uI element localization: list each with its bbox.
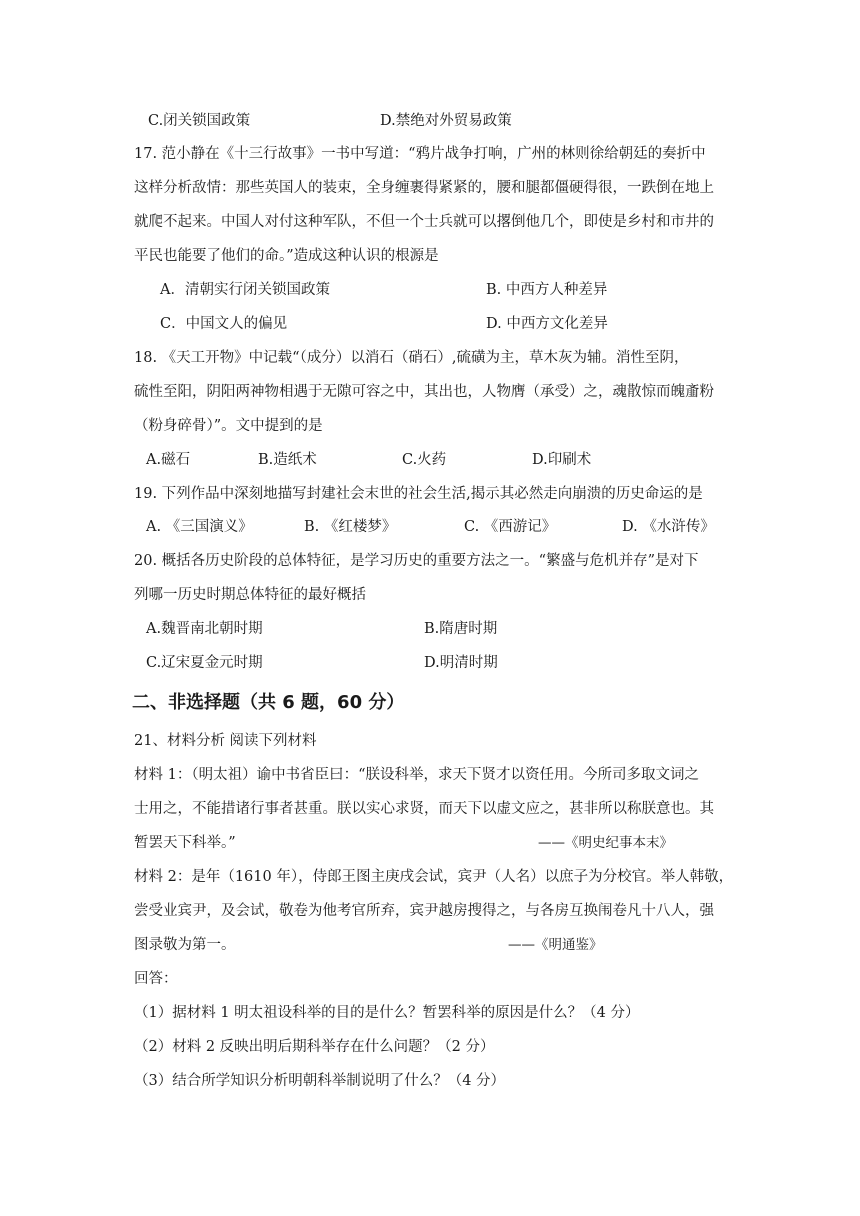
- q21-material-1-source: ——《明史纪事本末》: [538, 835, 673, 851]
- q20-line-2: 列哪一历史时期总体特征的最好概括: [134, 587, 366, 603]
- q17-line-2: 这样分析敌情：那些英国人的装束，全身缠裹得紧紧的，腰和腿都僵硬得很，一跌倒在地上: [134, 180, 714, 196]
- section-2-heading: 二、非选择题（共 6 题，60 分）: [132, 692, 405, 713]
- q19-option-a: A. 《三国演义》: [146, 519, 253, 535]
- q21-material-2-line-3: 图录敬为第一。: [134, 937, 236, 953]
- q16-option-c: C.闭关锁国政策: [148, 113, 251, 129]
- q21-question-3: （3）结合所学知识分析明朝科举制说明了什么？（4 分）: [134, 1073, 506, 1089]
- q17-option-c: C．中国文人的偏见: [160, 316, 288, 332]
- q16-option-d: D.禁绝对外贸易政策: [380, 113, 512, 129]
- q18-line-3: （粉身碎骨）”。文中提到的是: [134, 418, 323, 434]
- q18-line-1: 18. 《天工开物》中记载“（成分）以消石（硝石）,硫磺为主，草木灰为辅。消性至阴，: [134, 350, 689, 366]
- q21-material-2-line-1: 材料 2：是年（1610 年），侍郎王图主庚戌会试，宾尹（人名）以庶子为分校官。举人韩敬，: [134, 869, 734, 885]
- q18-option-d: D.印刷术: [532, 452, 592, 468]
- q17-line-1: 17. 范小静在《十三行故事》一书中写道：“鸦片战争打响，广州的林则徐给朝廷的奏折中: [134, 146, 706, 162]
- q20-option-a: A.魏晋南北朝时期: [146, 621, 263, 637]
- q19-option-b: B. 《红楼梦》: [304, 519, 397, 535]
- q18-option-c: C.火药: [402, 452, 447, 468]
- q20-option-d: D.明清时期: [424, 655, 498, 671]
- q17-option-a: A．清朝实行闭关锁国政策: [160, 282, 330, 298]
- q21-intro: 21、材料分析 阅读下列材料: [134, 733, 317, 749]
- q18-option-b: B.造纸术: [258, 452, 317, 468]
- q19-option-c: C. 《西游记》: [464, 519, 557, 535]
- q21-material-1-line-3: 暂罢天下科举。”: [134, 835, 236, 851]
- q20-line-1: 20. 概括各历史阶段的总体特征，是学习历史的重要方法之一。“繁盛与危机并存”是对下: [134, 553, 699, 569]
- q19-option-d: D. 《水浒传》: [622, 519, 715, 535]
- q20-option-c: C.辽宋夏金元时期: [146, 655, 263, 671]
- q21-material-2-source: ——《明通鉴》: [508, 937, 603, 953]
- q21-question-1: （1）据材料 1 明太祖设科举的目的是什么？暂罢科举的原因是什么？（4 分）: [134, 1005, 640, 1021]
- q19-line-1: 19. 下列作品中深刻地描写封建社会末世的社会生活,揭示其必然走向崩溃的历史命运的是: [134, 486, 703, 502]
- q18-option-a: A.磁石: [146, 452, 191, 468]
- q21-material-1-line-1: 材料 1：（明太祖）谕中书省臣曰：“朕设科举，求天下贤才以资任用。今所司多取文词之: [134, 767, 699, 783]
- q21-material-1-line-2: 士用之，不能措诸行事者甚重。朕以实心求贤，而天下以虚文应之，甚非所以称朕意也。其: [134, 801, 714, 817]
- q17-option-d: D. 中西方文化差异: [486, 316, 608, 332]
- q17-line-3: 就爬不起来。中国人对付这种军队，不但一个士兵就可以撂倒他几个，即使是乡村和市井的: [134, 214, 714, 230]
- q21-material-2-line-2: 尝受业宾尹，及会试，敬卷为他考官所弃，宾尹越房搜得之，与各房互换闱卷凡十八人，强: [134, 903, 714, 919]
- q17-line-4: 平民也能要了他们的命。”造成这种认识的根源是: [134, 248, 439, 264]
- q21-answer-label: 回答：: [134, 971, 178, 987]
- q18-line-2: 硫性至阳，阴阳两神物相遇于无隙可容之中，其出也，人物膺（承受）之，魂散惊而魄齑粉: [134, 384, 714, 400]
- q21-question-2: （2）材料 2 反映出明后期科举存在什么问题？（2 分）: [134, 1039, 495, 1055]
- q17-option-b: B. 中西方人种差异: [486, 282, 608, 298]
- q20-option-b: B.隋唐时期: [424, 621, 498, 637]
